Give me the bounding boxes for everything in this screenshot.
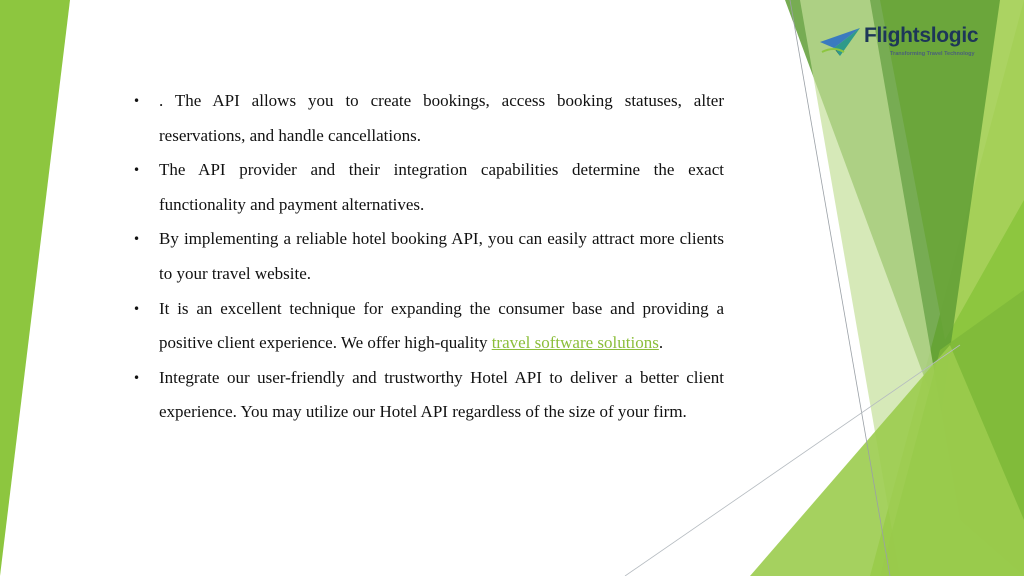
bullet-text: . The API allows you to create bookings, access booking statuses, alter reservations, and handle cancellations. <box>159 91 724 145</box>
bullet-text: It is an excellent technique for expanding the consumer base and providing a positive client experience. We offer high-quality <box>159 298 724 353</box>
bullet-item-5 <box>130 361 724 430</box>
bullet-text-end: . <box>658 333 664 353</box>
bullet-text: By implementing a reliable hotel booking API, you can easily attract more clients to your travel website. <box>159 229 724 283</box>
flightslogic-logo <box>820 24 990 64</box>
logo-wordmark: Flightslogic <box>864 24 979 47</box>
paper-plane-icon <box>820 26 860 58</box>
bullet-dot-icon: • <box>133 370 141 385</box>
bullet-item-2 <box>130 153 724 222</box>
logo-tagline: Transforming Travel Technology <box>890 51 975 57</box>
left-accent-shape <box>0 0 70 576</box>
travel-software-solutions-link[interactable]: travel software solutions <box>491 333 659 353</box>
bullet-item-1 <box>130 84 724 153</box>
bullet-dot-icon: • <box>133 94 141 108</box>
bullet-dot-icon: • <box>133 301 141 316</box>
bullet-dot-icon: • <box>133 163 141 178</box>
bullet-list <box>130 84 724 430</box>
bullet-item-4 <box>130 292 724 361</box>
bullet-item-3 <box>130 222 724 291</box>
bullet-dot-icon: • <box>133 232 141 247</box>
bullet-text: Integrate our user-friendly and trustworthy Hotel API to deliver a better client experience. You may utilize our Hotel API regardless of the size of your firm. <box>159 367 724 422</box>
bullet-text: The API provider and their integration capabilities determine the exact functionality and payment alternatives. <box>159 160 724 214</box>
